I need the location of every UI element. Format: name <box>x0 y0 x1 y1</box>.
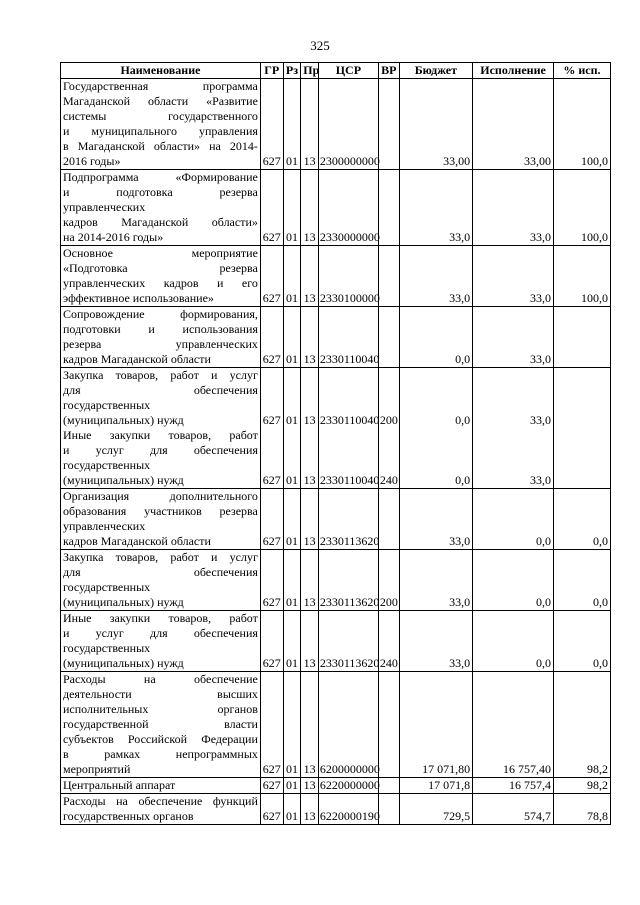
row-name-line: Подпрограмма «Формирование <box>63 170 258 184</box>
row-name-line: Закупка товаров, работ и услуг <box>63 550 258 564</box>
cell-execution: 33,0 <box>473 170 554 246</box>
cell-vr <box>378 489 399 550</box>
row-name-line: образования участников резерва <box>63 504 258 518</box>
cell-budget: 0,0 <box>399 428 473 489</box>
cell-budget: 17 071,80 <box>399 672 473 778</box>
cell-csr: 2330113620 <box>318 611 378 672</box>
cell-pct: 100,0 <box>553 246 610 307</box>
row-name <box>61 778 261 794</box>
row-name-line: Расходы на обеспечение <box>63 672 258 686</box>
row-name-line: Основное мероприятие <box>63 246 258 260</box>
cell-budget: 17 071,8 <box>399 778 473 794</box>
cell-rz: 01 <box>283 307 301 368</box>
cell-vr <box>378 794 399 825</box>
cell-vr <box>378 778 399 794</box>
table-row <box>61 611 611 672</box>
cell-execution: 16 757,4 <box>473 778 554 794</box>
cell-vr <box>378 170 399 246</box>
table-row <box>61 307 611 368</box>
cell-budget: 729,5 <box>399 794 473 825</box>
cell-pr: 13 <box>301 368 319 429</box>
row-name <box>61 672 261 778</box>
header-pr: Пр <box>301 63 319 79</box>
row-name-line: «Подготовка резерва <box>63 261 258 275</box>
cell-pr: 13 <box>301 778 319 794</box>
row-name-line: Организация дополнительного <box>63 489 258 503</box>
row-name-line: эффективное использование» <box>63 291 214 305</box>
row-name-line: государственных органов <box>63 809 194 823</box>
header-csr: ЦСР <box>318 63 378 79</box>
cell-rz: 01 <box>283 489 301 550</box>
row-name-line: и подготовка резерва <box>63 185 258 199</box>
table-row <box>61 428 611 489</box>
cell-pr: 13 <box>301 246 319 307</box>
row-name-line: 2016 годы» <box>63 154 121 168</box>
cell-budget: 33,0 <box>399 246 473 307</box>
header-rz: Рз <box>283 63 301 79</box>
row-name-line: в рамках непрограммных <box>63 747 258 761</box>
header-budget: Бюджет <box>399 63 473 79</box>
cell-vr: 200 <box>378 368 399 429</box>
cell-execution: 0,0 <box>473 550 554 611</box>
row-name-line: и муниципального управления <box>63 124 258 138</box>
row-name <box>61 246 261 307</box>
cell-gr: 627 <box>260 79 283 170</box>
row-name-line: Центральный аппарат <box>63 778 176 792</box>
row-name-line: Магаданской области «Развитие <box>63 94 258 108</box>
row-name-line: (муниципальных) нужд <box>63 595 184 609</box>
cell-gr: 627 <box>260 368 283 429</box>
cell-rz: 01 <box>283 672 301 778</box>
cell-execution: 33,00 <box>473 79 554 170</box>
cell-pr: 13 <box>301 794 319 825</box>
row-name <box>61 170 261 246</box>
cell-pct: 100,0 <box>553 79 610 170</box>
cell-budget: 33,0 <box>399 170 473 246</box>
row-name-line: государственной власти <box>63 717 258 731</box>
table-row <box>61 778 611 794</box>
cell-rz: 01 <box>283 246 301 307</box>
cell-csr: 2330110040 <box>318 307 378 368</box>
row-name-line: Расходы на обеспечение функций <box>63 794 258 808</box>
table-row <box>61 794 611 825</box>
table-row <box>61 672 611 778</box>
cell-csr: 2330113620 <box>318 489 378 550</box>
table-row <box>61 550 611 611</box>
cell-csr: 2330100000 <box>318 246 378 307</box>
cell-gr: 627 <box>260 550 283 611</box>
cell-pr: 13 <box>301 170 319 246</box>
cell-csr: 2330113620 <box>318 550 378 611</box>
cell-rz: 01 <box>283 550 301 611</box>
cell-budget: 33,00 <box>399 79 473 170</box>
row-name-line: и услуг для обеспечения <box>63 443 258 457</box>
row-name-line: управленческих <box>63 519 146 533</box>
cell-rz: 01 <box>283 611 301 672</box>
row-name-line: государственных <box>63 641 151 655</box>
cell-pct: 78,8 <box>553 794 610 825</box>
row-name-line: (муниципальных) нужд <box>63 473 184 487</box>
cell-rz: 01 <box>283 79 301 170</box>
row-name <box>61 428 261 489</box>
row-name-line: для обеспечения <box>63 383 258 397</box>
cell-pr: 13 <box>301 79 319 170</box>
cell-pct: 100,0 <box>553 170 610 246</box>
row-name <box>61 611 261 672</box>
cell-execution: 0,0 <box>473 611 554 672</box>
cell-pr: 13 <box>301 611 319 672</box>
cell-budget: 0,0 <box>399 368 473 429</box>
cell-vr: 240 <box>378 428 399 489</box>
row-name-line: (муниципальных) нужд <box>63 656 184 670</box>
cell-pr: 13 <box>301 428 319 489</box>
row-name-line: государственных <box>63 398 151 412</box>
row-name <box>61 79 261 170</box>
row-name <box>61 489 261 550</box>
cell-csr: 2330000000 <box>318 170 378 246</box>
row-name-line: Закупка товаров, работ и услуг <box>63 368 258 382</box>
cell-pct <box>553 368 610 429</box>
cell-gr: 627 <box>260 672 283 778</box>
cell-rz: 01 <box>283 428 301 489</box>
cell-rz: 01 <box>283 170 301 246</box>
cell-csr: 2300000000 <box>318 79 378 170</box>
cell-budget: 0,0 <box>399 307 473 368</box>
cell-pr: 13 <box>301 489 319 550</box>
row-name-line: для обеспечения <box>63 565 258 579</box>
cell-execution: 16 757,40 <box>473 672 554 778</box>
cell-gr: 627 <box>260 794 283 825</box>
header-execution: Исполнение <box>473 63 554 79</box>
header-pct: % исп. <box>553 63 610 79</box>
cell-pct <box>553 428 610 489</box>
cell-budget: 33,0 <box>399 550 473 611</box>
table-header-row <box>61 63 611 79</box>
table-row <box>61 79 611 170</box>
cell-gr: 627 <box>260 778 283 794</box>
header-vr: ВР <box>378 63 399 79</box>
row-name-line: кадров Магаданской области <box>63 352 211 366</box>
row-name-line: (муниципальных) нужд <box>63 413 184 427</box>
cell-pct: 0,0 <box>553 611 610 672</box>
cell-execution: 33,0 <box>473 368 554 429</box>
row-name <box>61 550 261 611</box>
cell-rz: 01 <box>283 368 301 429</box>
row-name <box>61 307 261 368</box>
row-name-line: Иные закупки товаров, работ <box>63 611 258 625</box>
row-name-line: исполнительных органов <box>63 702 258 716</box>
row-name-line: управленческих <box>63 200 146 214</box>
cell-rz: 01 <box>283 794 301 825</box>
row-name-line: деятельности высших <box>63 687 258 701</box>
header-name: Наименование <box>61 63 261 79</box>
cell-gr: 627 <box>260 489 283 550</box>
cell-budget: 33,0 <box>399 489 473 550</box>
row-name-line: Государственная программа <box>63 79 258 93</box>
budget-table <box>60 62 611 825</box>
row-name-line: Сопровождение формирования, <box>63 307 258 321</box>
cell-execution: 33,0 <box>473 428 554 489</box>
cell-budget: 33,0 <box>399 611 473 672</box>
cell-pr: 13 <box>301 307 319 368</box>
row-name-line: субъектов Российской Федерации <box>63 732 258 746</box>
cell-pr: 13 <box>301 672 319 778</box>
cell-gr: 627 <box>260 307 283 368</box>
cell-csr: 2330110040 <box>318 368 378 429</box>
row-name <box>61 794 261 825</box>
table-body <box>61 79 611 825</box>
table-row <box>61 246 611 307</box>
row-name-line: и услуг для обеспечения <box>63 626 258 640</box>
row-name-line: подготовки и использования <box>63 322 258 336</box>
page-number: 325 <box>310 38 330 53</box>
cell-gr: 627 <box>260 611 283 672</box>
header-gr: ГР <box>260 63 283 79</box>
row-name-line: кадров Магаданской области» <box>63 215 258 229</box>
cell-gr: 627 <box>260 170 283 246</box>
cell-vr <box>378 672 399 778</box>
table-row <box>61 368 611 429</box>
cell-csr: 2330110040 <box>318 428 378 489</box>
cell-csr: 6220000000 <box>319 778 380 792</box>
cell-pct: 98,2 <box>553 778 610 794</box>
cell-vr <box>378 307 399 368</box>
cell-pct: 0,0 <box>553 550 610 611</box>
cell-vr: 200 <box>378 550 399 611</box>
cell-vr <box>378 246 399 307</box>
row-name-line: государственных <box>63 580 151 594</box>
cell-csr: 6220000190 <box>318 794 378 825</box>
row-name-line: на 2014-2016 годы» <box>63 230 164 244</box>
cell-csr: 6200000000 <box>318 672 378 778</box>
row-name-line: мероприятий <box>63 762 131 776</box>
cell-execution: 33,0 <box>473 307 554 368</box>
table-row <box>61 489 611 550</box>
row-name-line: в Магаданской области» на 2014- <box>63 139 258 153</box>
row-name-line: системы государственного <box>63 109 258 123</box>
table-row <box>61 170 611 246</box>
cell-pct <box>553 307 610 368</box>
row-name-line: Иные закупки товаров, работ <box>63 428 258 442</box>
cell-execution: 0,0 <box>473 489 554 550</box>
row-name-line: кадров Магаданской области <box>63 534 211 548</box>
row-name-line: государственных <box>63 458 151 472</box>
cell-execution: 33,0 <box>473 246 554 307</box>
row-name <box>61 368 261 429</box>
cell-rz: 01 <box>283 778 301 794</box>
cell-pct: 0,0 <box>553 489 610 550</box>
row-name-line: резерва управленческих <box>63 337 258 351</box>
cell-vr <box>378 79 399 170</box>
row-name-line: управленческих кадров и его <box>63 276 258 290</box>
cell-vr: 240 <box>378 611 399 672</box>
cell-pr: 13 <box>301 550 319 611</box>
cell-gr: 627 <box>260 246 283 307</box>
cell-execution: 574,7 <box>473 794 554 825</box>
cell-pct: 98,2 <box>553 672 610 778</box>
cell-gr: 627 <box>260 428 283 489</box>
